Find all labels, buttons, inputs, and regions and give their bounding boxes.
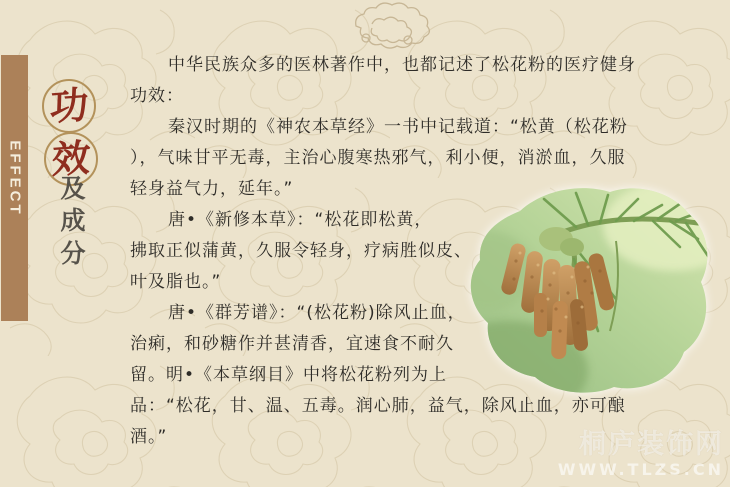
- watermark-site-url: WWW.TLZS.CN: [557, 459, 724, 479]
- article-line: ），气味甘平无毒，主治心腹寒热邪气，利小便，消淤血，久服: [130, 148, 626, 168]
- seal-char-gong: 功: [49, 81, 89, 130]
- effect-vertical-label: [2, 114, 29, 244]
- effect-sidebar-bar: [1, 55, 28, 321]
- article-line: 品：“松花，甘、温、五毒。润心肺，益气，除风止血，亦可酿: [130, 396, 626, 416]
- article-line: 叶及脂也。”: [130, 272, 222, 292]
- subtitle-char-ji: 及: [60, 174, 86, 203]
- effect-label-text: EFFECT: [6, 140, 24, 217]
- article-line: 中华民族众多的医林著作中，也都记述了松花粉的医疗健身: [168, 55, 636, 75]
- pine-catkins-photo: [448, 181, 718, 403]
- article-line: 功效：: [130, 86, 184, 106]
- article-line: 留。明•《本草纲目》中将松花粉列为上: [130, 365, 448, 385]
- article-line: 治痢，和砂糖作并甚清香，宜速食不耐久: [130, 334, 454, 354]
- cloud-ornament: [328, 2, 448, 54]
- article-line: 酒。”: [130, 427, 168, 447]
- article-line: 唐•《新修本草》：“松花即松黄，: [168, 210, 433, 230]
- article-line: 秦汉时期的《神农本草经》一书中记载道：“松黄（松花粉: [168, 117, 628, 137]
- subtitle-char-fen: 分: [60, 239, 86, 268]
- article-line: 轻身益气力，延年。”: [130, 179, 294, 199]
- article-line: 唐•《群芳谱》：“(松花粉)除风止血，: [168, 303, 466, 323]
- watermark-site-name: 桐庐装饰网: [579, 429, 724, 461]
- watermark: [558, 431, 724, 479]
- seal-circle-gong: [42, 79, 96, 133]
- article-line: 拂取正似蒲黄，久服令轻身，疗病胜似皮、: [130, 241, 472, 261]
- seal-char-xiao: 效: [51, 134, 91, 183]
- subtitle-char-cheng: 成: [60, 206, 86, 235]
